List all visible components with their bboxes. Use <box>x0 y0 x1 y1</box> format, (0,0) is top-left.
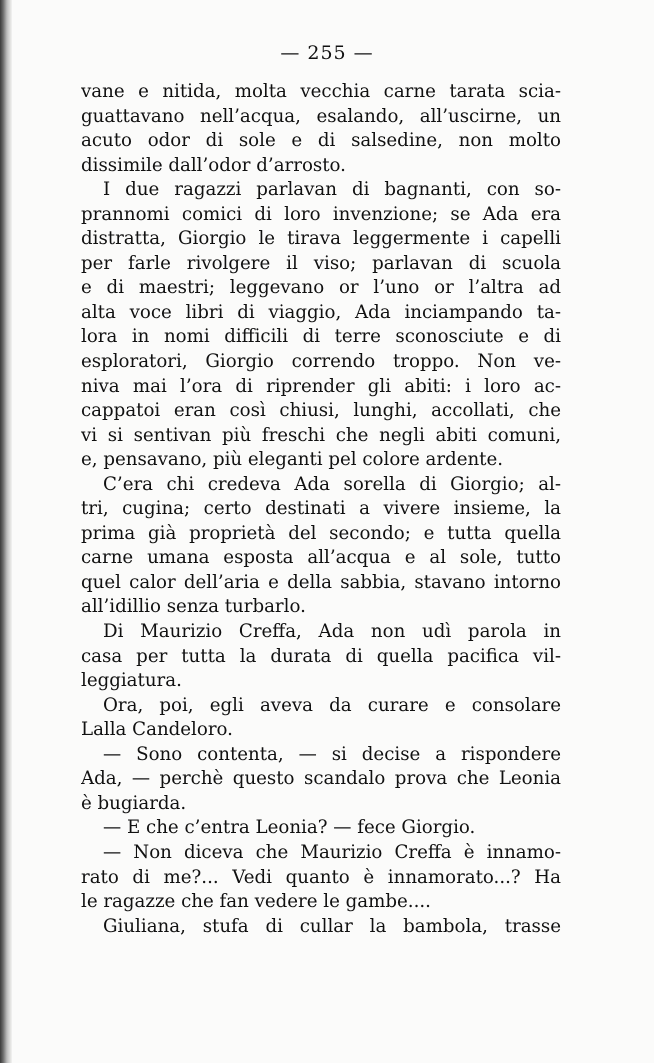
text-line: acuto odor di sole e di salsedine, non molto <box>81 130 561 152</box>
text-line: leggiatura. <box>81 670 182 692</box>
text-line: tri, cugina; certo destinati a vivere insieme, la <box>81 498 561 520</box>
text-line: rato di me?... Vedi quanto è innamorato...? Ha <box>81 866 561 888</box>
text-line: lora in nomi difficili di terre sconosciute e di <box>81 326 561 348</box>
page-number: — 255 — <box>280 42 374 64</box>
text-line: alta voce libri di viaggio, Ada inciampando ta- <box>81 301 561 323</box>
text-line: C’era chi credeva Ada sorella di Giorgio; al- <box>103 473 561 495</box>
text-line: all’idillio senza turbarlo. <box>81 596 306 618</box>
text-line: niva mai l’ora di riprender gli abiti: i loro ac- <box>81 375 561 397</box>
text-line: — Sono contenta, — si decise a rispondere <box>103 743 561 765</box>
text-line: e, pensavano, più eleganti pel colore ardente. <box>81 449 504 471</box>
text-line: guattavano nell’acqua, esalando, all’uscirne, un <box>81 105 561 127</box>
text-line: e di maestri; leggevano or l’uno or l’altra ad <box>81 277 561 299</box>
text-line: carne umana esposta all’acqua e al sole, tutto <box>81 547 561 569</box>
text-line: prima già proprietà del secondo; e tutta quella <box>81 522 561 544</box>
body-text <box>81 80 561 939</box>
text-line: Di Maurizio Creffa, Ada non udì parola in <box>103 621 561 643</box>
text-line: per farle rivolgere il viso; parlavan di scuola <box>81 252 561 274</box>
text-line: dissimile dall’odor d’arrosto. <box>81 154 346 176</box>
text-line: le ragazze che fan vedere le gambe.... <box>81 891 431 913</box>
text-line: prannomi comici di loro invenzione; se Ada era <box>81 203 561 225</box>
text-line: I due ragazzi parlavan di bagnanti, con so- <box>103 179 561 201</box>
text-line: Giuliana, stufa di cullar la bambola, trasse <box>103 915 561 937</box>
text-line: quel calor dell’aria e della sabbia, stavano intorno <box>81 571 561 593</box>
page-binding-edge <box>0 0 12 1063</box>
text-line: casa per tutta la durata di quella pacifica vil- <box>81 645 561 667</box>
text-line: vane e nitida, molta vecchia carne tarata scia- <box>81 81 561 102</box>
text-line: è bugiarda. <box>81 792 187 814</box>
text-line: Lalla Candeloro. <box>81 719 233 741</box>
text-line: vi si sentivan più freschi che negli abiti comuni, <box>81 424 561 446</box>
text-line: — Non diceva che Maurizio Creffa è innamo- <box>103 841 561 863</box>
text-line: Ora, poi, egli aveva da curare e consolare <box>103 694 561 716</box>
text-line: distratta, Giorgio le tirava leggermente i capelli <box>81 228 561 250</box>
text-line: — E che c’entra Leonia? — fece Giorgio. <box>103 817 476 839</box>
text-line: Ada, — perchè questo scandalo prova che Leonia <box>81 768 561 790</box>
text-line: esploratori, Giorgio correndo troppo. Non ve- <box>81 351 561 373</box>
text-line: cappatoi eran così chiusi, lunghi, accollati, che <box>81 400 561 422</box>
